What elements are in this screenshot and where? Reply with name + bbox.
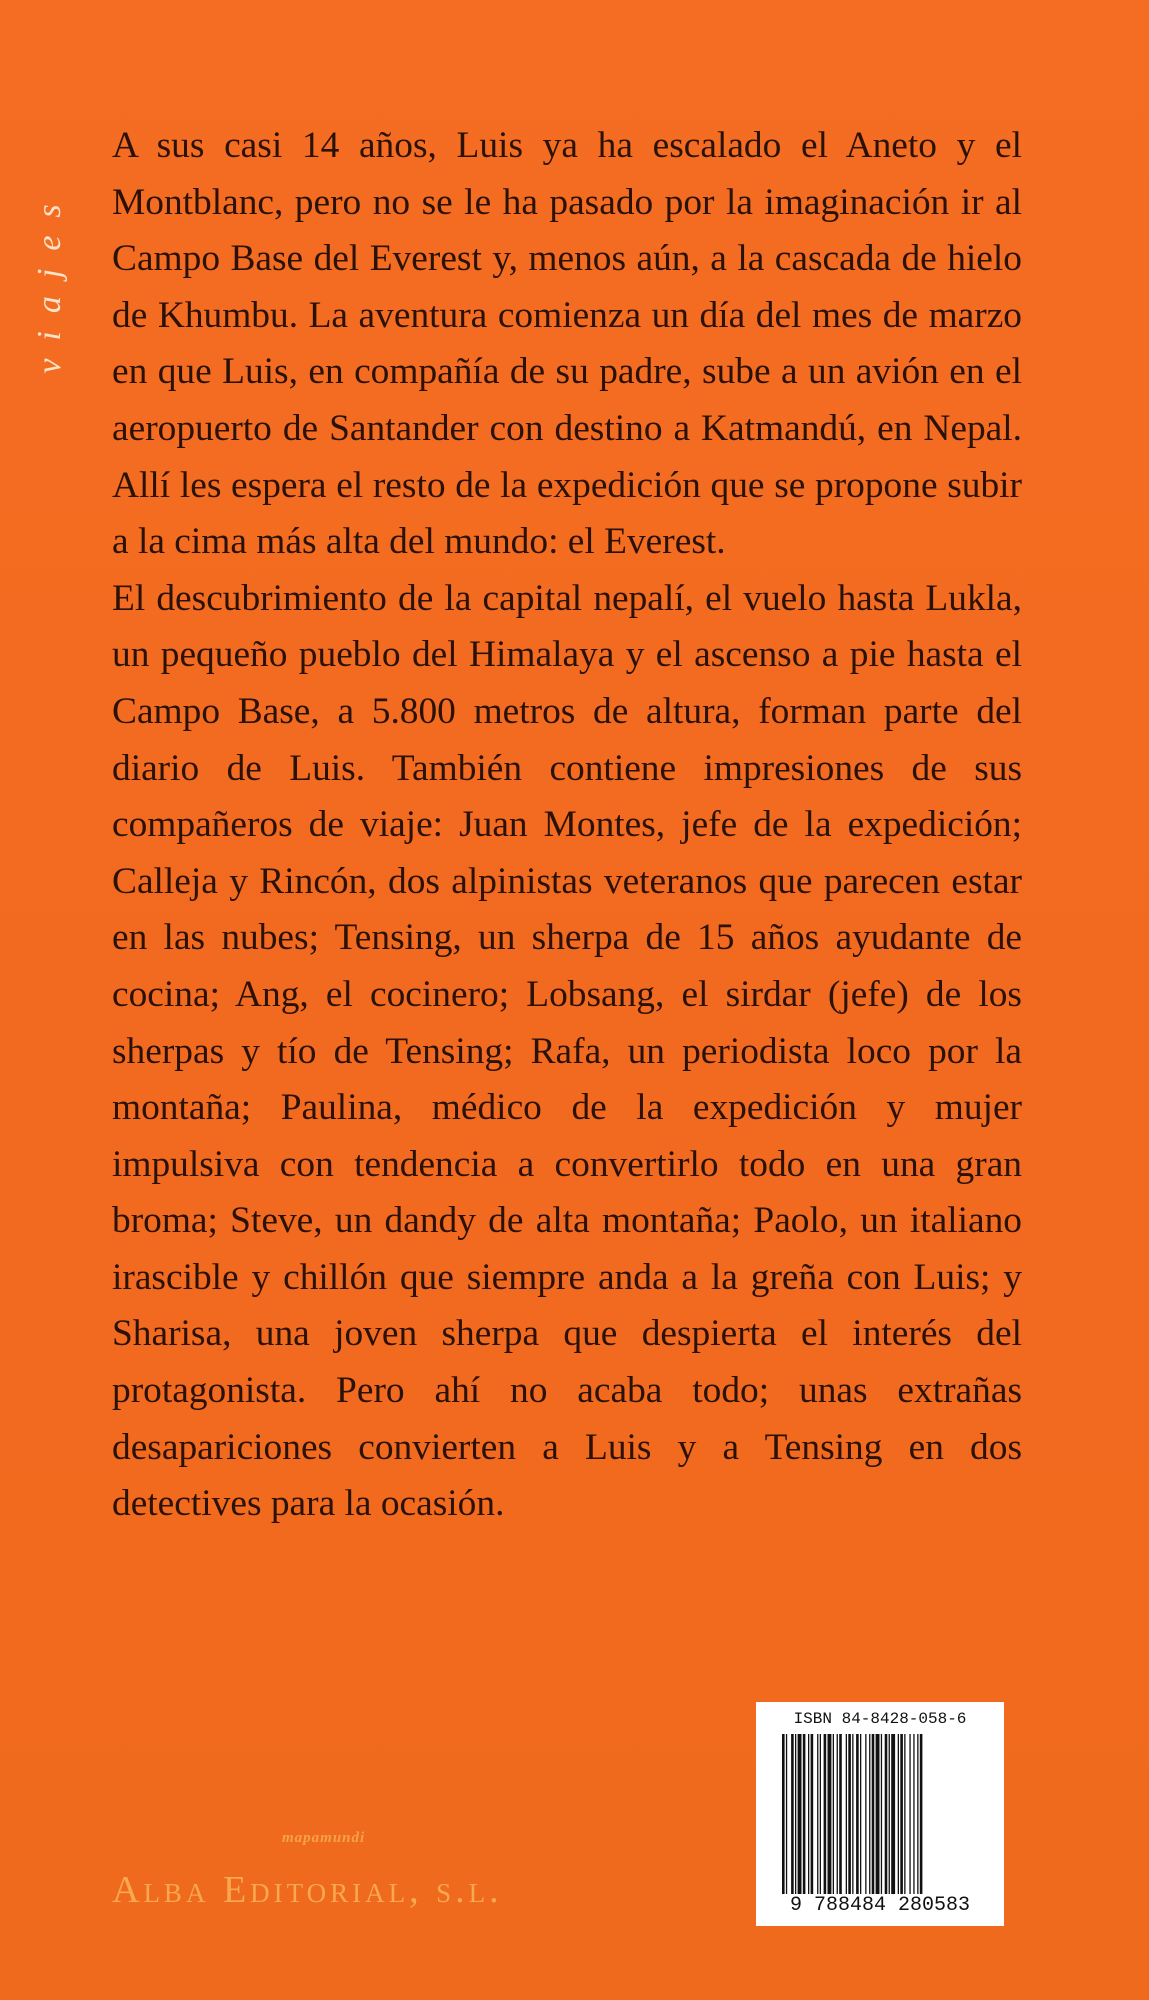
barcode-bar xyxy=(811,1734,814,1894)
barcode-bar xyxy=(885,1734,888,1894)
barcode-bar xyxy=(782,1734,785,1894)
barcode-bar xyxy=(909,1734,910,1894)
barcode-bar xyxy=(876,1734,880,1894)
barcode-bar xyxy=(917,1734,918,1894)
ean-number: 9 788484 280583 xyxy=(789,1894,971,1917)
barcode-bar xyxy=(839,1734,842,1894)
barcode-bar xyxy=(889,1734,890,1894)
collection-label xyxy=(30,150,70,410)
barcode-bar xyxy=(920,1734,923,1894)
barcode-bar xyxy=(786,1734,787,1894)
collection-label-text: viajes xyxy=(31,186,68,374)
barcode-bar xyxy=(856,1734,859,1894)
isbn-number: ISBN 84-8428-058-6 xyxy=(793,1710,967,1728)
barcode-bar xyxy=(817,1734,818,1894)
barcode-bar xyxy=(913,1734,914,1894)
barcode-bar xyxy=(820,1734,821,1894)
barcode-bar xyxy=(852,1734,853,1894)
barcode-bar xyxy=(824,1734,827,1894)
synopsis xyxy=(112,118,1022,1718)
barcode-bar xyxy=(833,1734,834,1894)
synopsis-paragraph-2: El descubrimiento de la capital nepalí, el vuelo hasta Lukla, un pequeño pueblo del Himalaya y el ascenso a pie hasta el Campo Base, a 5.800 metros de altura, forman parte del diario de Luis. También contiene impresiones de sus compañeros de viaje: Juan Montes, jefe de la expedición; Calleja y Rincón, dos alpinistas veteranos que parecen estar en las nubes; Tensing, un sherpa de 15 años ayudante de cocina; Ang, el cocinero; Lobsang, el sirdar (jefe) de los sherpas y tío de Tensing; Rafa, un periodista loco por la montaña; Paulina, médico de la expedición y mujer impulsiva con tendencia a convertirlo todo en una gran broma; Steve, un dandy de alta montaña; Paolo, un italiano irascible y chillón que siempre anda a la greña con Luis; y Sharisa, una joven sherpa que despierta el interés del protagonista. Pero ahí no acaba todo; unas extrañas desapariciones convierten a Luis y a Tensing en dos detectives para la ocasión. xyxy=(112,577,1022,1525)
barcode-bar xyxy=(795,1734,796,1894)
barcode-bar xyxy=(904,1734,905,1894)
barcode-bar xyxy=(828,1734,832,1894)
barcode-bar xyxy=(872,1734,875,1894)
barcode-bar xyxy=(869,1734,870,1894)
barcode-bar xyxy=(791,1734,794,1894)
barcode-bar xyxy=(898,1734,899,1894)
barcode-bar xyxy=(837,1734,838,1894)
synopsis-paragraph-1: A sus casi 14 años, Luis ya ha escalado el Aneto y el Montblanc, pero no se le ha pasado por la imaginación ir al Campo Base del Everest y, menos aún, a la cascada de hielo de Khumbu. La aventura comienza un día del mes de marzo en que Luis, en compañía de su padre, sube a un avión en el aeropuerto de Santander con destino a Katmandú, en Nepal. Allí les espera el resto de la expedición que se propone subir a la cima más alta del mundo: el Everest. xyxy=(112,125,1022,563)
barcode-bar xyxy=(798,1734,802,1894)
barcode-icon xyxy=(782,1734,982,1894)
barcode-bar xyxy=(808,1734,809,1894)
barcode-panel xyxy=(756,1702,1004,1926)
barcode-bar xyxy=(865,1734,866,1894)
barcode-bar xyxy=(846,1734,847,1894)
barcode-bar xyxy=(848,1734,851,1894)
barcode-bar xyxy=(803,1734,806,1894)
publisher-name: Alba Editorial, s.l. xyxy=(112,1869,503,1911)
barcode-bar xyxy=(860,1734,861,1894)
barcode-bar xyxy=(891,1734,895,1894)
series-imprint: mapamundi xyxy=(282,1830,366,1846)
barcode-bar xyxy=(881,1734,882,1894)
barcode-bar xyxy=(900,1734,903,1894)
